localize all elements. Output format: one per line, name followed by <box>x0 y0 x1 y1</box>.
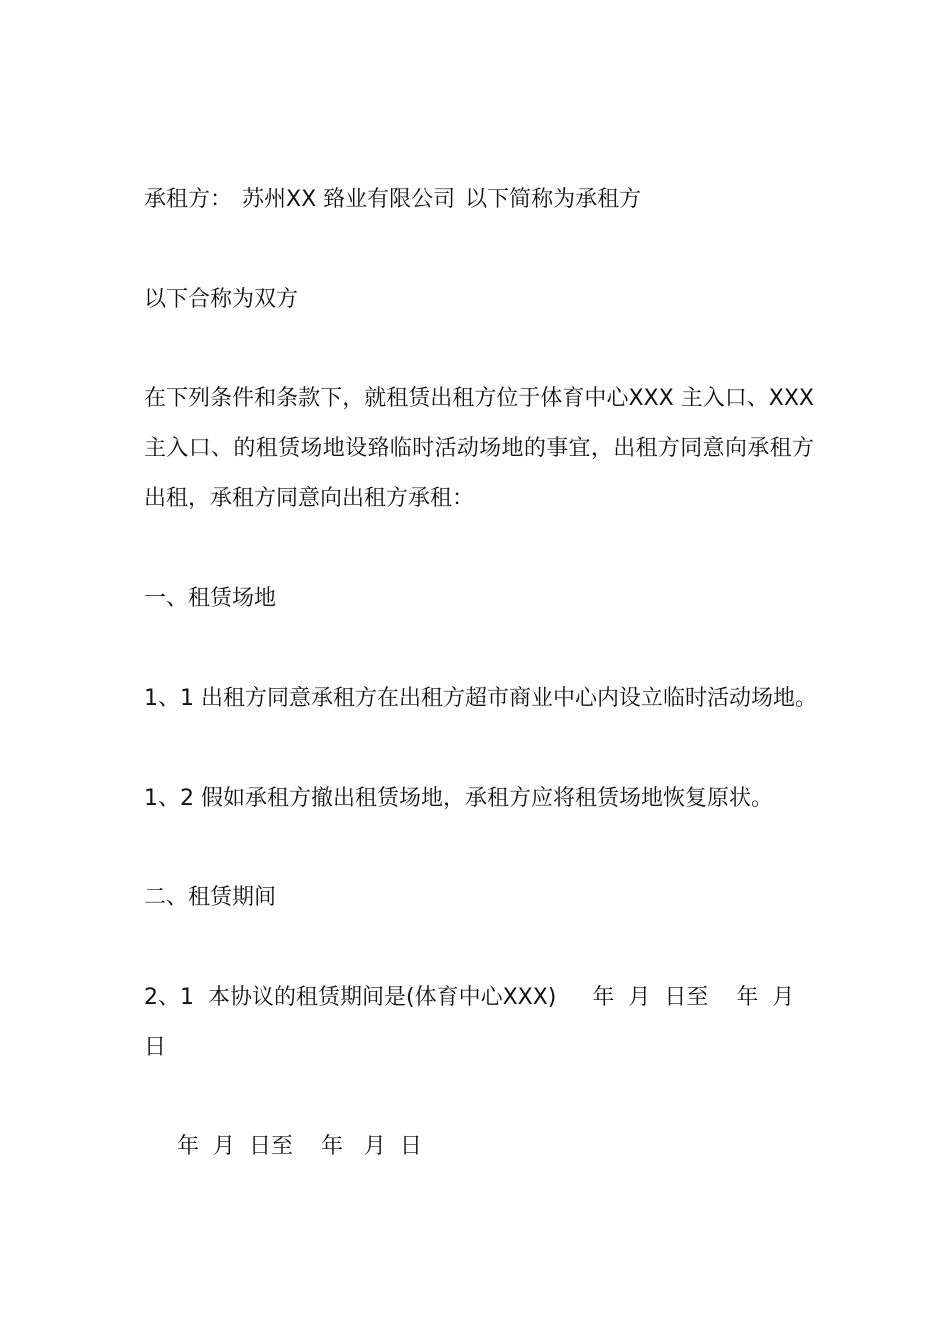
lessee-label: 承租方： <box>144 187 233 212</box>
section-1-heading: 一、租赁场地 <box>144 586 277 611</box>
clause-1-2: 1、2 假如承租方撤出租赁场地，承租方应将租赁场地恢复原状。 <box>144 786 773 811</box>
section-2-heading: 二、租赁期间 <box>144 885 277 910</box>
clause-2-1 <box>144 984 794 1012</box>
lessee-company: 苏州XX 臵业有限公司 <box>242 187 456 212</box>
clause-2-1-lead: 2、1 本协议的租赁期间是(体育中心XXX) <box>144 985 557 1010</box>
date-line: 年 月 日至 年 月 日 <box>177 1134 422 1159</box>
clause-2-1-tail: 日 <box>144 1035 167 1060</box>
lessee-suffix: 以下简称为承租方 <box>465 187 642 212</box>
intro-paragraph: 在下列条件和条款下，就租赁出租方位于体育中心XXX 主入口、XXX 主入口、的租赁场地设臵临时活动场地的事宜，出租方同意向承租方出租，承租方同意向出租方承租： <box>144 386 814 511</box>
parties-line: 以下合称为双方 <box>144 287 299 312</box>
clause-2-1-dates: 年 月 日至 年 月 <box>592 985 795 1010</box>
lessee-line <box>144 186 641 214</box>
clause-1-1: 1、1 出租方同意承租方在出租方超市商业中心内设立临时活动场地。 <box>144 686 817 711</box>
